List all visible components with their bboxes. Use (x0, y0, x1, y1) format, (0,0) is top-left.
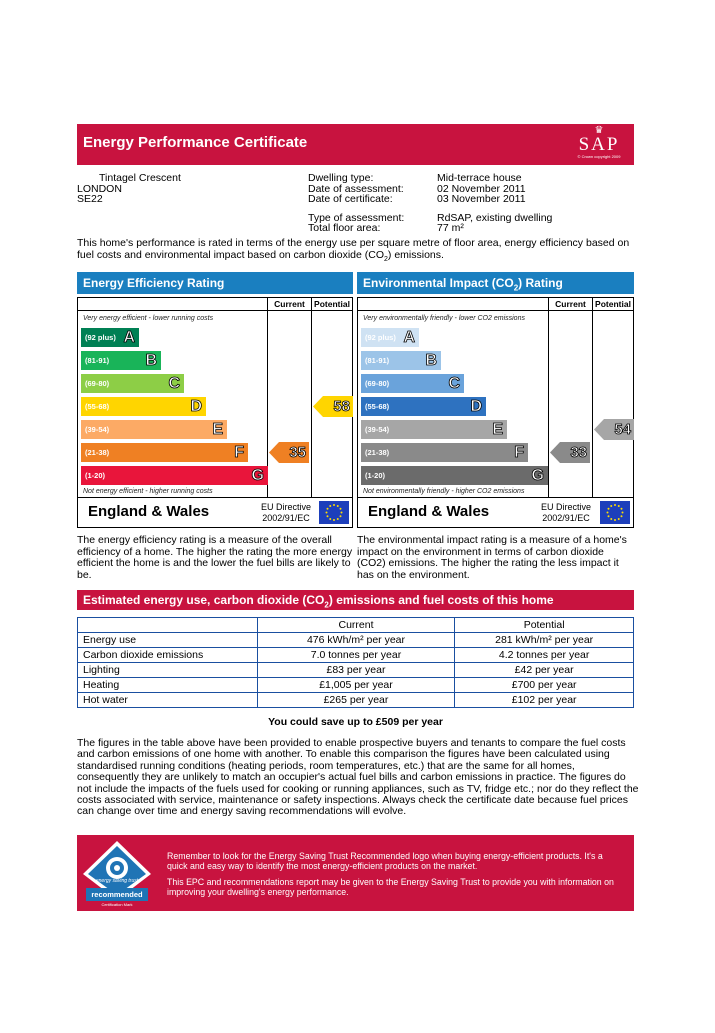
eu-star (614, 504, 616, 506)
table-row (78, 663, 634, 678)
environmental-band-f (361, 443, 528, 462)
environmental-band-d (361, 397, 486, 416)
eu-flag-icon (600, 501, 630, 524)
band-range: (69-80) (85, 379, 110, 388)
environmental-footer (358, 497, 633, 527)
environmental-potential-rating-value: 54 (614, 421, 631, 438)
detail-label: Total floor area: (308, 222, 381, 234)
eu-star (333, 519, 335, 521)
eu-star (618, 518, 620, 520)
efficiency-header-spacer (78, 298, 267, 311)
eu-star (333, 504, 335, 506)
efficiency-description: The energy efficiency rating is a measure of the overall efficiency of a home. The higher the rating the more energy efficient the home is and the lower the fuel bills are likely to be. (77, 534, 353, 581)
efficiency-potential-header: Potential (311, 298, 352, 311)
row-current: £265 per year (257, 693, 455, 708)
band-range: (92 plus) (365, 333, 396, 342)
details-block (308, 173, 638, 234)
recommendation-box (77, 835, 634, 911)
estimates-heading-a: Estimated energy use, carbon dioxide (CO (83, 593, 325, 607)
row-label: Energy use (78, 633, 258, 648)
band-letter: F (514, 444, 524, 461)
address-line: SE22 (77, 193, 103, 205)
band-range: (39-54) (85, 425, 110, 434)
recommendation-line-1: Remember to look for the Energy Saving Trust Recommended logo when buying energy-efficient products. It's a quick and easy way to identify the most energy-efficient products on the market. (167, 851, 603, 871)
column-divider (592, 298, 593, 497)
environmental-current-rating-arrow (550, 442, 590, 463)
eu-star (340, 508, 342, 510)
eu-star (341, 512, 343, 514)
title-bar (77, 124, 634, 165)
band-range: (39-54) (365, 425, 390, 434)
band-range: (21-38) (85, 448, 110, 457)
row-current: £83 per year (257, 663, 455, 678)
band-letter: A (123, 329, 135, 346)
row-potential: £42 per year (455, 663, 634, 678)
eu-star (608, 515, 610, 517)
environmental-band-c (361, 374, 464, 393)
band-range: (81-91) (365, 356, 390, 365)
detail-row (308, 223, 638, 234)
page-title: Energy Performance Certificate (83, 134, 308, 151)
crown-icon: ♛ (594, 125, 604, 136)
eu-star (327, 508, 329, 510)
eu-star (337, 505, 339, 507)
eu-star (622, 512, 624, 514)
eu-star (337, 518, 339, 520)
detail-label: Date of certificate: (308, 193, 393, 205)
eu-star (621, 508, 623, 510)
environmental-header-spacer (358, 298, 548, 311)
explanation-text: The figures in the table above have been provided to enable prospective buyers and tenants to compare the fuel costs and carbon emissions of one home with another. To enable this comparison the figures have been calculated using standardised running conditions (heating periods, room temperatures, etc.) that are the same for all homes, consequently they are unlikely to match an occupier's actual fuel bills and carbon emissions in practice. The figures do not include the impacts of the fuels used for cooking or running appliances, such as TV, fridge etc.; nor do they reflect the costs associated with service, maintenance or safety inspections. Always check the certificate date because fuel prices can change over time and energy saving recommendations will evolve. (77, 737, 639, 818)
efficiency-band-g (81, 466, 268, 485)
eu-star (610, 518, 612, 520)
table-header-potential: Potential (455, 618, 634, 633)
efficiency-region: England & Wales (88, 503, 210, 520)
detail-value: Mid-terrace house (437, 172, 522, 184)
intro-text-b: ) emissions. (387, 248, 444, 261)
detail-label: Dwelling type: (308, 172, 374, 184)
efficiency-current-rating-arrow (269, 442, 309, 463)
detail-row (308, 173, 638, 184)
environmental-heading (357, 272, 634, 294)
table-row (78, 678, 634, 693)
efficiency-potential-rating-value: 58 (333, 398, 350, 415)
table-header-blank (78, 618, 258, 633)
eu-star (614, 519, 616, 521)
efficiency-current-header: Current (267, 298, 311, 311)
environmental-heading-a: Environmental Impact (CO (363, 276, 514, 290)
detail-value: 77 m² (437, 222, 464, 234)
efficiency-band-e (81, 420, 227, 439)
environmental-heading-sub: 2 (513, 283, 519, 293)
band-letter: G (531, 467, 544, 484)
environmental-region: England & Wales (368, 503, 490, 520)
band-letter: A (403, 329, 415, 346)
band-range: (69-80) (365, 379, 390, 388)
efficiency-band-d (81, 397, 206, 416)
band-range: (21-38) (365, 448, 390, 457)
energy-saving-trust-logo (80, 838, 154, 908)
estimates-table (77, 617, 634, 708)
row-potential: £700 per year (455, 678, 634, 693)
environmental-top-note: Very environmentally friendly - lower CO2 emissions (363, 315, 525, 322)
environmental-band-b (361, 351, 441, 370)
table-row (78, 648, 634, 663)
band-letter: E (492, 421, 503, 438)
table-row (78, 693, 634, 708)
eu-star (340, 515, 342, 517)
sap-logo-copyright: © Crown copyright 2009 (577, 154, 621, 159)
environmental-potential-header: Potential (592, 298, 633, 311)
table-header-current: Current (257, 618, 455, 633)
intro-sub: 2 (384, 255, 388, 263)
band-letter: F (234, 444, 244, 461)
efficiency-top-note: Very energy efficient - lower running costs (83, 315, 214, 322)
row-potential: £102 per year (455, 693, 634, 708)
row-potential: 281 kWh/m² per year (455, 633, 634, 648)
logo-mark-text: Certification Mark (101, 902, 133, 907)
efficiency-potential-rating-arrow (313, 396, 353, 417)
eu-star (326, 512, 328, 514)
environmental-current-rating-value: 33 (570, 444, 587, 461)
address-line: LONDON (77, 182, 122, 195)
eu-flag-icon (319, 501, 349, 524)
band-range: (55-68) (365, 402, 390, 411)
eu-star (607, 512, 609, 514)
row-current: £1,005 per year (257, 678, 455, 693)
band-range: (1-20) (85, 471, 106, 480)
band-letter: B (425, 352, 437, 369)
row-current: 7.0 tonnes per year (257, 648, 455, 663)
detail-label: Date of assessment: (308, 182, 404, 195)
band-range: (55-68) (85, 402, 110, 411)
detail-value: 03 November 2011 (437, 193, 526, 205)
environmental-heading-b: ) Rating (518, 276, 563, 290)
row-label: Lighting (78, 663, 258, 678)
eu-star (610, 505, 612, 507)
logo-top-text: energy saving trust (95, 878, 139, 884)
band-range: (1-20) (365, 471, 386, 480)
row-label: Heating (78, 678, 258, 693)
address-line: Tintagel Crescent (99, 172, 181, 184)
directive-label: EU Directive (541, 502, 592, 512)
efficiency-footer (78, 497, 352, 527)
band-letter: B (145, 352, 157, 369)
efficiency-chart (77, 297, 353, 528)
efficiency-directive (261, 502, 311, 524)
efficiency-band-b (81, 351, 161, 370)
intro-text (77, 238, 637, 265)
environmental-current-header: Current (548, 298, 592, 311)
table-header-row (78, 618, 634, 633)
table-row (78, 633, 634, 648)
row-label: Carbon dioxide emissions (78, 648, 258, 663)
efficiency-heading: Energy Efficiency Rating (77, 272, 353, 294)
row-current: 476 kWh/m² per year (257, 633, 455, 648)
band-letter: C (448, 375, 460, 392)
band-range: (92 plus) (85, 333, 116, 342)
environmental-potential-rating-arrow (594, 419, 634, 440)
band-range: (81-91) (85, 356, 110, 365)
environmental-chart (357, 297, 634, 528)
environmental-description: The environmental impact rating is a measure of a home's impact on the environment in terms of carbon dioxide (CO2) emissions. The higher the rating the less impact it has on the environment. (357, 534, 627, 581)
band-letter: D (470, 398, 482, 415)
efficiency-band-c (81, 374, 184, 393)
column-divider (311, 298, 312, 497)
band-letter: C (168, 375, 180, 392)
eu-star (329, 505, 331, 507)
environmental-band-a (361, 328, 419, 347)
estimates-heading-sub: 2 (324, 600, 329, 610)
sap-logo-text: SAP (578, 134, 620, 155)
logo-bottom-text: recommended (91, 890, 143, 899)
row-potential: 4.2 tonnes per year (455, 648, 634, 663)
eu-star (608, 508, 610, 510)
band-letter: D (190, 398, 202, 415)
efficiency-bottom-note: Not energy efficient - higher running costs (83, 488, 213, 495)
detail-row (308, 194, 638, 205)
savings-text: You could save up to £509 per year (268, 716, 443, 728)
band-letter: G (251, 467, 264, 484)
estimates-heading-b: ) emissions and fuel costs of this home (328, 593, 554, 607)
directive-code: 2002/91/EC (542, 513, 590, 523)
directive-code: 2002/91/EC (262, 513, 310, 523)
address-block (77, 173, 277, 205)
efficiency-current-rating-value: 35 (289, 444, 306, 461)
environmental-directive (541, 502, 591, 524)
estimates-heading (77, 590, 634, 610)
eu-star (329, 518, 331, 520)
row-label: Hot water (78, 693, 258, 708)
environmental-band-g (361, 466, 548, 485)
efficiency-band-f (81, 443, 248, 462)
efficiency-band-a (81, 328, 139, 347)
detail-value: 02 November 2011 (437, 182, 526, 195)
sap-logo (568, 126, 630, 162)
environmental-bottom-note: Not environmentally friendly - higher CO2 emissions (363, 488, 525, 495)
detail-label: Type of assessment: (308, 211, 405, 224)
eu-star (327, 515, 329, 517)
eu-star (618, 505, 620, 507)
environmental-band-e (361, 420, 507, 439)
directive-label: EU Directive (261, 502, 312, 512)
band-letter: E (212, 421, 223, 438)
recommendation-line-2: This EPC and recommendations report may be given to the Energy Saving Trust to provide you with information on improving your dwelling's energy performance. (167, 877, 614, 897)
column-divider (548, 298, 549, 497)
eu-star (621, 515, 623, 517)
intro-text-a: This home's performance is rated in terms of the energy use per square metre of floor area, energy efficiency based on fuel costs and environmental impact based on carbon dioxide (CO (77, 237, 630, 261)
detail-value: RdSAP, existing dwelling (437, 211, 553, 224)
